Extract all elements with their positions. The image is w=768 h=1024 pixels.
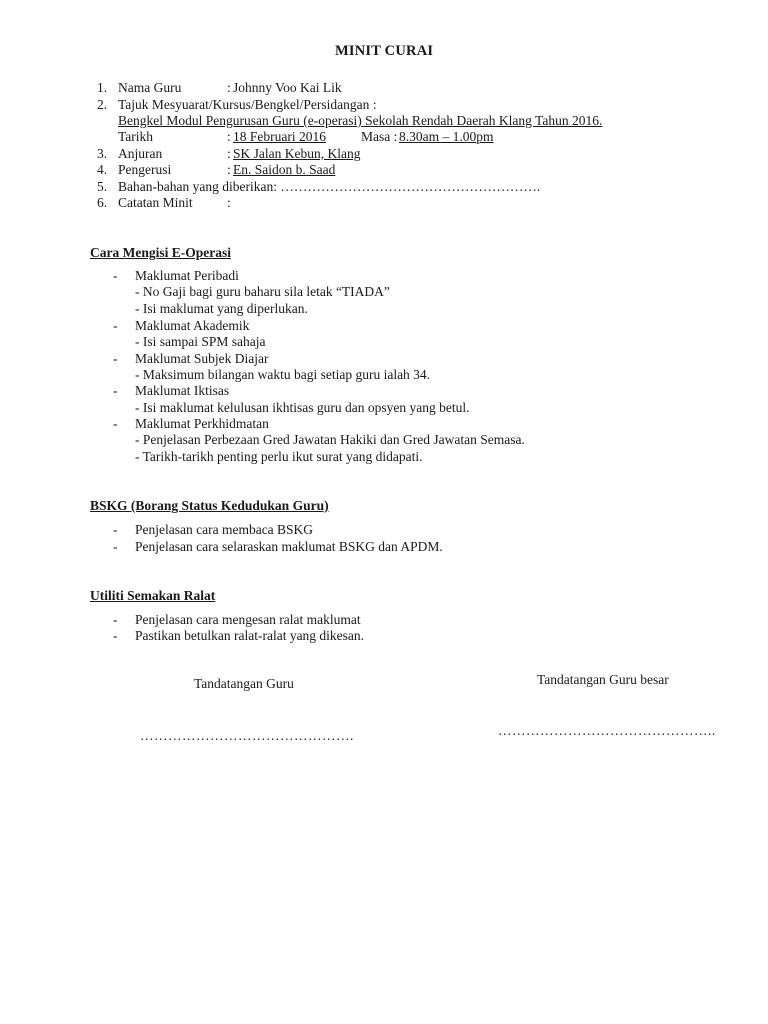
masa-value: 8.30am – 1.00pm bbox=[399, 129, 494, 144]
signature-line-guru-besar: ……………………………………….. bbox=[498, 723, 716, 738]
section-heading-eoperasi: Cara Mengisi E-Operasi bbox=[90, 245, 231, 260]
list-item: Penjelasan cara mengesan ralat maklumat bbox=[135, 612, 361, 627]
list-dash: - bbox=[113, 628, 118, 643]
list-item: Maklumat Perkhidmatan bbox=[135, 416, 269, 431]
list-dash: - bbox=[113, 351, 118, 366]
item-number: 3. bbox=[97, 146, 108, 161]
list-item: Maklumat Subjek Diajar bbox=[135, 351, 269, 366]
section-heading-utiliti: Utiliti Semakan Ralat bbox=[90, 588, 216, 603]
signature-line-guru: ………………………………………. bbox=[140, 728, 354, 743]
pengerusi-value: En. Saidon b. Saad bbox=[233, 162, 336, 177]
bahan-label: Bahan-bahan yang diberikan: …………………………………………………. bbox=[118, 179, 541, 194]
anjuran-label: Anjuran bbox=[118, 146, 163, 161]
sub-item: - No Gaji bagi guru baharu sila letak “TIADA” bbox=[135, 284, 390, 299]
separator: : bbox=[227, 129, 231, 144]
pengerusi-label: Pengerusi bbox=[118, 162, 172, 177]
item-number: 2. bbox=[97, 97, 108, 112]
tarikh-value: 18 Februari 2016 bbox=[233, 129, 326, 144]
signature-label-guru-besar: Tandatangan Guru besar bbox=[537, 672, 669, 687]
nama-guru-label: Nama Guru bbox=[118, 80, 182, 95]
list-dash: - bbox=[113, 268, 118, 283]
masa-label: Masa : bbox=[361, 129, 398, 144]
item-number: 1. bbox=[97, 80, 108, 95]
list-item: Maklumat Iktisas bbox=[135, 383, 230, 398]
item-number: 4. bbox=[97, 162, 108, 177]
list-item: Maklumat Akademik bbox=[135, 318, 250, 333]
separator: : bbox=[227, 146, 231, 161]
list-dash: - bbox=[113, 318, 118, 333]
sub-item: - Maksimum bilangan waktu bagi setiap guru ialah 34. bbox=[135, 367, 431, 382]
anjuran-value: SK Jalan Kebun, Klang bbox=[233, 146, 361, 161]
sub-item: - Tarikh-tarikh penting perlu ikut surat yang didapati. bbox=[135, 449, 423, 464]
list-item: Penjelasan cara membaca BSKG bbox=[135, 522, 314, 537]
list-item: Pastikan betulkan ralat-ralat yang dikesan. bbox=[135, 628, 365, 643]
list-dash: - bbox=[113, 522, 118, 537]
sub-item: - Isi sampai SPM sahaja bbox=[135, 334, 266, 349]
item-number: 5. bbox=[97, 179, 108, 194]
list-dash: - bbox=[113, 612, 118, 627]
list-item: Maklumat Peribadi bbox=[135, 268, 239, 283]
tajuk-value: Bengkel Modul Pengurusan Guru (e-operasi) Sekolah Rendah Daerah Klang Tahun 2016. bbox=[118, 113, 603, 128]
list-dash: - bbox=[113, 383, 118, 398]
tajuk-label: Tajuk Mesyuarat/Kursus/Bengkel/Persidangan : bbox=[118, 97, 377, 112]
separator: : bbox=[227, 162, 231, 177]
sub-item: - Penjelasan Perbezaan Gred Jawatan Hakiki dan Gred Jawatan Semasa. bbox=[135, 432, 525, 447]
sub-item: - Isi maklumat yang diperlukan. bbox=[135, 301, 308, 316]
list-dash: - bbox=[113, 416, 118, 431]
list-dash: - bbox=[113, 539, 118, 554]
page-title: MINIT CURAI bbox=[335, 43, 434, 59]
sub-item: - Isi maklumat kelulusan ikhtisas guru dan opsyen yang betul. bbox=[135, 400, 470, 415]
list-item: Penjelasan cara selaraskan maklumat BSKG dan APDM. bbox=[135, 539, 443, 554]
separator: : bbox=[227, 195, 231, 210]
signature-label-guru: Tandatangan Guru bbox=[194, 676, 294, 691]
tarikh-label: Tarikh bbox=[118, 129, 154, 144]
nama-guru-value: Johnny Voo Kai Lik bbox=[233, 80, 342, 95]
catatan-label: Catatan Minit bbox=[118, 195, 193, 210]
separator: : bbox=[227, 80, 231, 95]
item-number: 6. bbox=[97, 195, 108, 210]
section-heading-bskg: BSKG (Borang Status Kedudukan Guru) bbox=[90, 498, 329, 513]
